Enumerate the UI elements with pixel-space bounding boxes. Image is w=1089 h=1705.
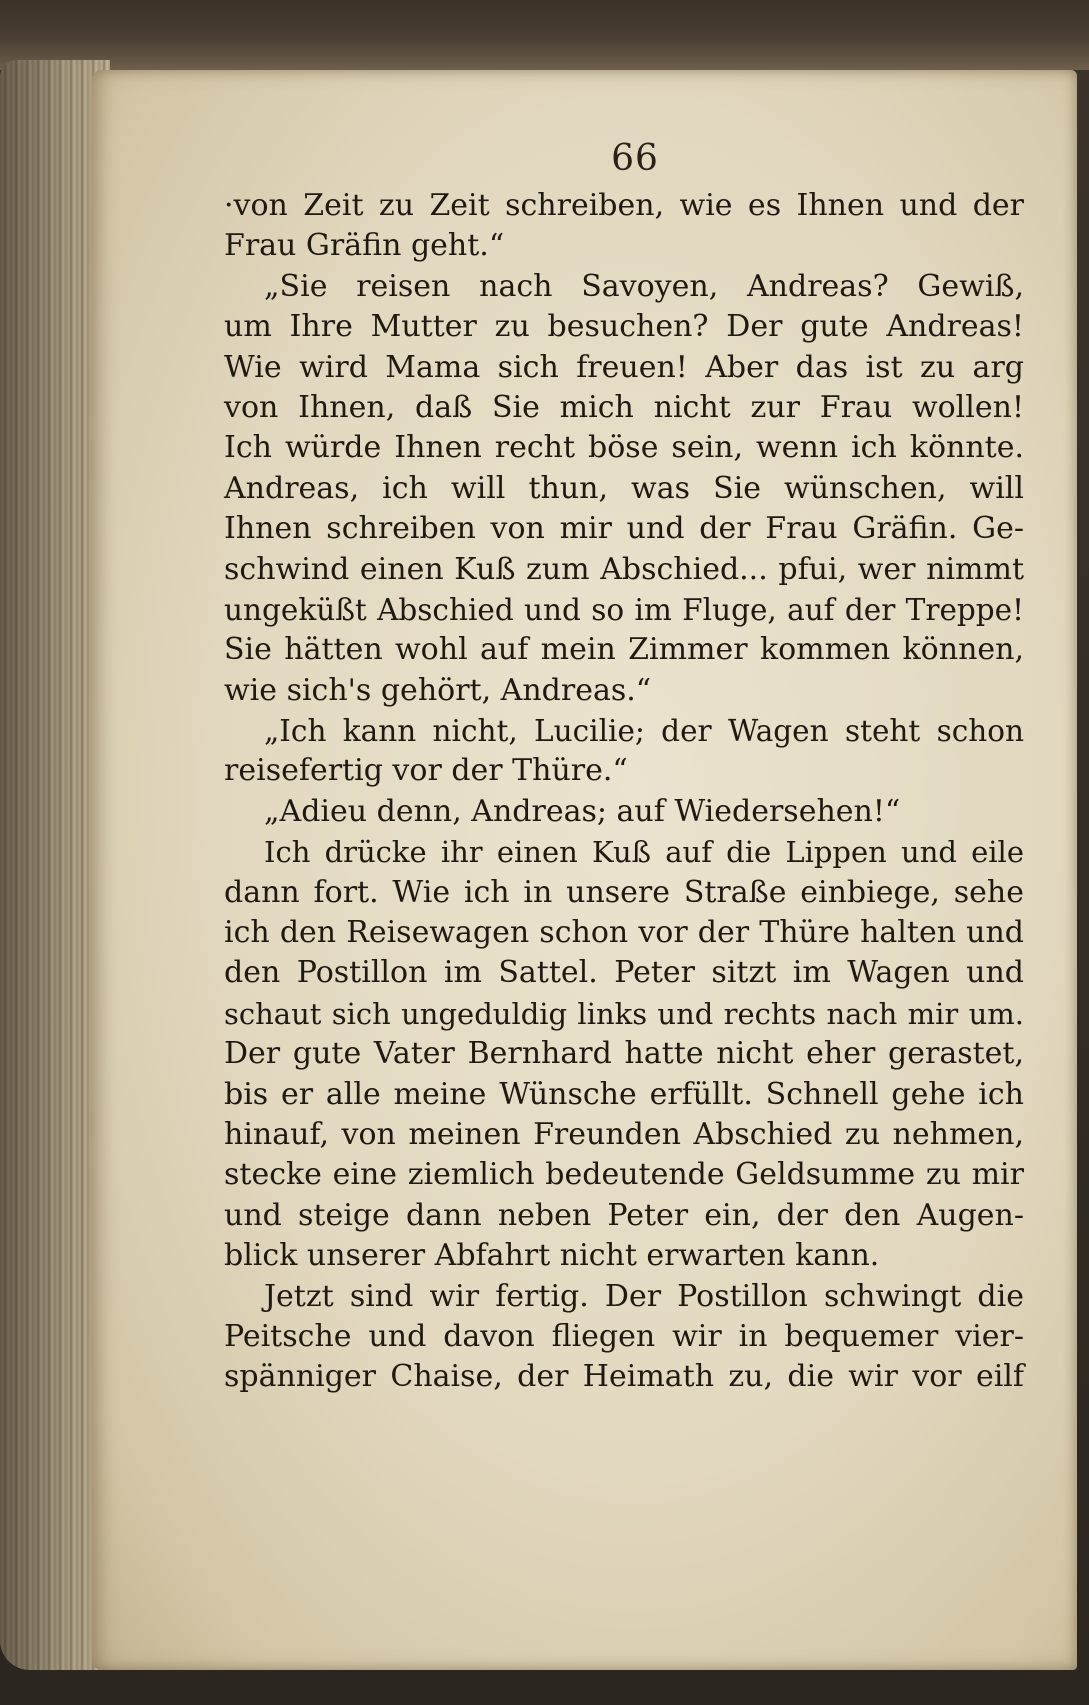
- text-line: Der gute Vater Bernhard hatte nicht eher gerastet,: [224, 1036, 1024, 1072]
- text-line: „Ich kann nicht, Lucilie; der Wagen steht schon: [264, 714, 1024, 749]
- text-line: Jetzt sind wir fertig. Der Postillon schwingt die: [264, 1278, 1024, 1314]
- text-line: ungeküßt Abschied und so im Fluge, auf der Treppe!: [224, 592, 1024, 627]
- text-line: stecke eine ziemlich bedeutende Geldsumme zu mir: [224, 1157, 1024, 1193]
- text-line: Wie wird Mama sich freuen! Aber das ist zu arg: [224, 349, 1024, 385]
- text-line: ·von Zeit zu Zeit schreiben, wie es Ihnen und der: [224, 188, 1024, 223]
- text-line: „Adieu denn, Andreas; auf Wiedersehen!“: [264, 793, 901, 829]
- text-line: den Postillon im Sattel. Peter sitzt im Wagen und: [224, 955, 1024, 991]
- text-line: Ihnen schreiben von mir und der Frau Gräfin. Ge-: [224, 511, 1024, 547]
- text-line: Ich drücke ihr einen Kuß auf die Lippen und eile: [264, 835, 1024, 870]
- text-line: spänniger Chaise, der Heimath zu, die wir vor eilf: [224, 1359, 1024, 1395]
- text-line: reisefertig vor der Thüre.“: [224, 753, 628, 789]
- page-text: [224, 186, 1024, 1398]
- text-line: Frau Gräfin geht.“: [224, 228, 505, 264]
- text-line: schaut sich ungeduldig links und rechts nach mir um.: [224, 996, 1024, 1031]
- text-line: von Ihnen, daß Sie mich nicht zur Frau wollen!: [224, 389, 1024, 425]
- text-line: und steige dann neben Peter ein, der den Augen-: [224, 1197, 1024, 1233]
- text-line: dann fort. Wie ich in unsere Straße einbiege, sehe: [224, 874, 1024, 910]
- text-line: ich den Reisewagen schon vor der Thüre halten und: [224, 915, 1024, 951]
- text-line: hinauf, von meinen Freunden Abschied zu nehmen,: [224, 1116, 1024, 1152]
- book-cover-edge: [0, 0, 1089, 70]
- text-line: Andreas, ich will thun, was Sie wünschen, will: [224, 470, 1024, 506]
- text-line: „Sie reisen nach Savoyen, Andreas? Gewiß,: [264, 268, 1024, 304]
- page-number: 66: [611, 138, 659, 179]
- text-line: um Ihre Mutter zu besuchen? Der gute Andreas!: [224, 309, 1024, 345]
- text-line: Sie hätten wohl auf mein Zimmer kommen können,: [224, 632, 1024, 668]
- text-line: blick unserer Abfahrt nicht erwarten kann.: [224, 1238, 880, 1274]
- text-line: schwind einen Kuß zum Abschied... pfui, wer nimmt: [224, 551, 1024, 587]
- text-line: Peitsche und davon fliegen wir in bequemer vier-: [224, 1318, 1024, 1354]
- text-line: wie sich's gehört, Andreas.“: [224, 672, 652, 708]
- text-line: Ich würde Ihnen recht böse sein, wenn ich könnte.: [224, 430, 1024, 466]
- text-line: bis er alle meine Wünsche erfüllt. Schnell gehe ich: [224, 1076, 1024, 1112]
